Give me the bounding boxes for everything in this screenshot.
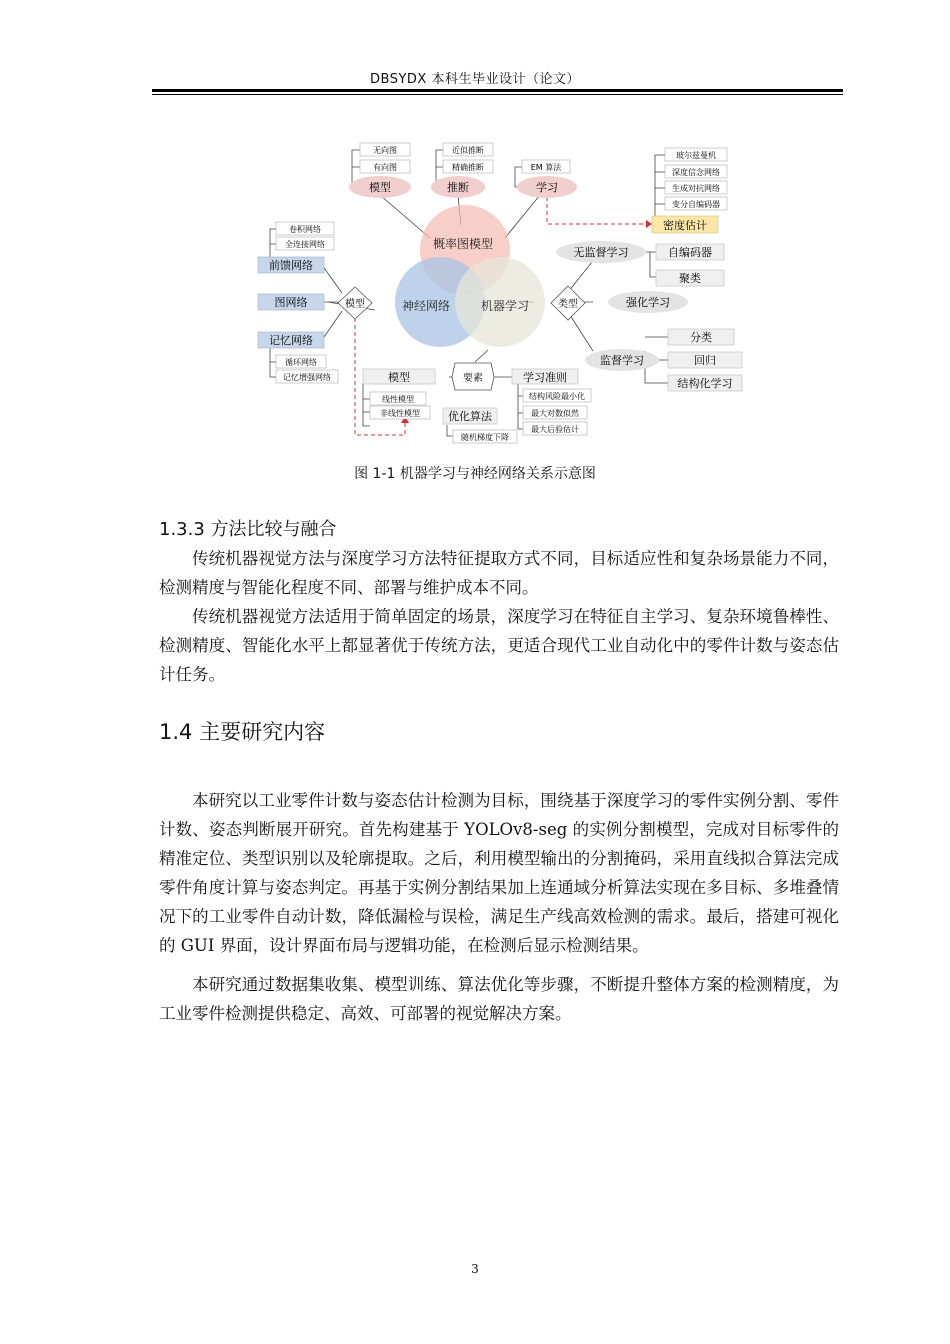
venn-label-probabilistic-graph: 概率图模型 xyxy=(432,237,494,251)
leaf-memory-augmented-network: 记忆增强网络 xyxy=(283,373,331,382)
node-learning: 学习 xyxy=(536,181,558,194)
leaf-clustering: 聚类 xyxy=(679,272,701,285)
leaf-max-a-posteriori: 最大后验估计 xyxy=(531,425,579,434)
leaf-recurrent-network: 循环网络 xyxy=(285,358,317,367)
leaf-approx-inference: 近似推断 xyxy=(452,146,484,155)
venn-label-neural-network: 神经网络 xyxy=(401,299,451,313)
page-number: 3 xyxy=(471,1262,479,1276)
leaf-exact-inference: 精确推断 xyxy=(452,163,484,172)
ml-nn-relationship-diagram xyxy=(250,140,750,450)
paragraph-1: 传统机器视觉方法与深度学习方法特征提取方式不同，目标适应性和复杂场景能力不同，检测精度与智能化程度不同、部署与维护成本不同。 xyxy=(159,549,839,597)
leaf-regression: 回归 xyxy=(694,354,716,367)
node-density-estimation: 密度估计 xyxy=(663,219,707,232)
node-optimization-algorithm: 优化算法 xyxy=(448,410,492,423)
leaf-directed-graph: 有向图 xyxy=(373,163,397,172)
leaf-vae: 变分自编码器 xyxy=(672,200,720,209)
node-reinforcement-learning: 强化学习 xyxy=(626,296,670,309)
node-learning-criteria: 学习准则 xyxy=(523,371,567,384)
paragraph-3: 本研究以工业零件计数与姿态估计检测为目标，围绕基于深度学习的零件实例分割、零件计数、姿态判断展开研究。首先构建基于 YOLOv8-seg 的实例分割模型，完成对目标零件的精准定位、类型识别以及轮廓提取。之后，利用模型输出的分割掩码，采用直线拟合算法完成零件角度计算与姿态判定。再基于实例分割结果加上连通域分析算法实现在多目标、多堆叠情况下的工业零件自动计数，降低漏检与误检，满足生产线高效检测的需求。最后，搭建可视化的 GUI 界面，设计界面布局与逻辑功能，在检测后显示检测结果。 xyxy=(159,791,839,955)
leaf-boltzmann-machine: 玻尔兹曼机 xyxy=(676,151,716,160)
node-graph-network: 图网络 xyxy=(274,296,308,309)
node-supervised-learning: 监督学习 xyxy=(600,354,644,367)
leaf-linear-model: 线性模型 xyxy=(382,395,414,404)
leaf-sgd: 随机梯度下降 xyxy=(461,433,509,442)
node-memory-network: 记忆网络 xyxy=(269,334,313,347)
header-rule-thin xyxy=(152,94,843,95)
leaf-gan: 生成对抗网络 xyxy=(672,184,720,193)
figure-caption: 图 1-1 机器学习与神经网络关系示意图 xyxy=(354,466,596,482)
node-elements-hub: 要素 xyxy=(463,373,483,384)
leaf-nonlinear-model: 非线性模型 xyxy=(380,409,420,418)
header-rule-thick xyxy=(152,89,843,92)
leaf-structured-learning: 结构化学习 xyxy=(677,377,733,390)
leaf-max-log-likelihood: 最大对数似然 xyxy=(531,409,579,418)
paragraph-4: 本研究通过数据集收集、模型训练、算法优化等步骤，不断提升整体方案的检测精度，为工业零件检测提供稳定、高效、可部署的视觉解决方案。 xyxy=(159,975,839,1023)
section-heading-1-4: 1.4 主要研究内容 xyxy=(159,720,326,744)
leaf-deep-belief-network: 深度信念网络 xyxy=(672,168,720,177)
node-feedforward-network: 前馈网络 xyxy=(269,259,313,272)
node-inference: 推断 xyxy=(447,181,469,194)
node-unsupervised-learning: 无监督学习 xyxy=(573,246,629,259)
leaf-em-algorithm: EM 算法 xyxy=(530,163,562,172)
venn-label-machine-learning: 机器学习 xyxy=(480,299,530,313)
node-model-bottom: 模型 xyxy=(388,371,410,384)
node-type-hub: 类型 xyxy=(558,299,578,310)
paragraph-2: 传统机器视觉方法适用于简单固定的场景，深度学习在特征自主学习、复杂环境鲁棒性、检测精度、智能化水平上都显著优于传统方法，更适合现代工业自动化中的零件计数与姿态估计任务。 xyxy=(159,607,839,684)
section-heading-1-3-3: 1.3.3 方法比较与融合 xyxy=(159,519,337,540)
leaf-structural-risk-minimization: 结构风险最小化 xyxy=(529,392,585,401)
node-model-top: 模型 xyxy=(369,181,391,194)
leaf-autoencoder: 自编码器 xyxy=(668,246,712,259)
leaf-conv-network: 卷积网络 xyxy=(289,225,321,234)
leaf-classification: 分类 xyxy=(690,331,712,344)
node-model-left-hub: 模型 xyxy=(345,299,365,310)
leaf-fully-connected-network: 全连接网络 xyxy=(285,240,325,249)
leaf-undirected-graph: 无向图 xyxy=(373,146,397,155)
page-header: DBSYDX 本科生毕业设计（论文） xyxy=(370,72,580,87)
